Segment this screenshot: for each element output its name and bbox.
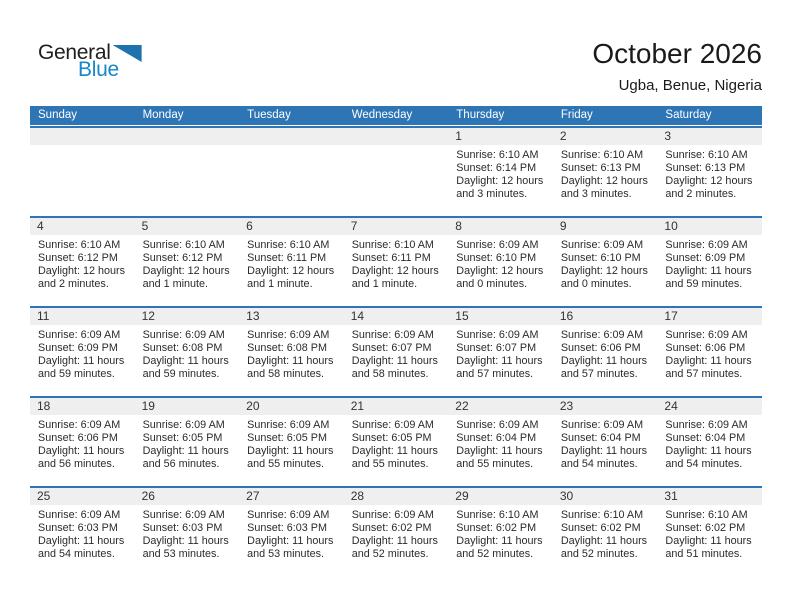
day-details: [30, 235, 135, 291]
day-detail-line: and 55 minutes.: [247, 458, 324, 470]
day-detail-line: Sunrise: 6:10 AM: [38, 239, 121, 251]
day-detail-line: Sunset: 6:03 PM: [38, 522, 118, 534]
day-details: [239, 235, 344, 291]
day-number: [30, 128, 135, 145]
day-detail-line: and 0 minutes.: [456, 278, 528, 290]
day-number: [239, 128, 344, 145]
weekday-header-friday: Friday: [560, 109, 593, 121]
day-detail-line: and 57 minutes.: [560, 368, 638, 380]
day-detail-line: Daylight: 11 hours: [38, 355, 125, 367]
day-details: [448, 415, 553, 471]
day-detail-line: Sunset: 6:04 PM: [456, 432, 537, 444]
day-detail-line: Daylight: 12 hours: [560, 175, 648, 187]
day-detail-line: Sunset: 6:11 PM: [351, 252, 431, 264]
day-details: [344, 415, 449, 471]
day-detail-line: Sunrise: 6:10 AM: [560, 149, 644, 161]
day-detail-line: Sunrise: 6:09 AM: [665, 419, 748, 431]
day-detail-line: Sunrise: 6:09 AM: [560, 239, 644, 251]
day-detail-line: and 55 minutes.: [456, 458, 534, 470]
day-cell: [239, 398, 344, 486]
day-cell: [553, 308, 658, 396]
day-detail-line: and 1 minute.: [247, 278, 313, 290]
day-details: [30, 325, 135, 381]
general-blue-logo: [38, 41, 158, 82]
day-detail-line: and 54 minutes.: [560, 458, 638, 470]
day-cell: [553, 128, 658, 216]
day-detail-line: Sunrise: 6:10 AM: [560, 509, 644, 521]
day-detail-line: Sunset: 6:04 PM: [560, 432, 641, 444]
day-number: 31: [657, 488, 762, 505]
day-cell: [553, 218, 658, 306]
day-cell: [135, 308, 240, 396]
day-detail-line: and 56 minutes.: [38, 458, 115, 470]
day-cell: [657, 398, 762, 486]
day-detail-line: Sunrise: 6:09 AM: [351, 419, 434, 431]
day-detail-line: Daylight: 12 hours: [142, 265, 230, 277]
day-details: [657, 235, 762, 291]
day-detail-line: and 55 minutes.: [351, 458, 429, 470]
day-number: 30: [553, 488, 658, 505]
day-number: 27: [239, 488, 344, 505]
day-detail-line: and 52 minutes.: [560, 548, 638, 560]
day-detail-line: and 58 minutes.: [351, 368, 429, 380]
day-detail-line: Sunset: 6:10 PM: [560, 252, 641, 264]
day-number: 21: [344, 398, 449, 415]
day-detail-line: and 56 minutes.: [142, 458, 220, 470]
day-detail-line: and 2 minutes.: [38, 278, 109, 290]
day-number: 17: [657, 308, 762, 325]
day-detail-line: Daylight: 11 hours: [665, 355, 752, 367]
day-detail-line: Sunset: 6:09 PM: [38, 342, 118, 354]
day-detail-line: and 2 minutes.: [665, 188, 737, 200]
day-detail-line: Daylight: 12 hours: [456, 175, 544, 187]
day-detail-line: Daylight: 11 hours: [142, 445, 229, 457]
day-number: 12: [135, 308, 240, 325]
day-detail-line: Daylight: 11 hours: [665, 535, 752, 547]
day-details: [448, 145, 553, 201]
day-details: [553, 505, 658, 561]
day-details: [448, 325, 553, 381]
day-cell: [448, 488, 553, 576]
day-detail-line: Sunset: 6:02 PM: [456, 522, 537, 534]
day-details: [135, 325, 240, 381]
day-detail-line: Sunrise: 6:10 AM: [665, 509, 748, 521]
day-detail-line: and 51 minutes.: [665, 548, 743, 560]
day-detail-line: Sunset: 6:08 PM: [247, 342, 327, 354]
empty-day-cell: [30, 128, 135, 216]
day-detail-line: Sunset: 6:06 PM: [38, 432, 118, 444]
day-detail-line: Sunset: 6:06 PM: [665, 342, 746, 354]
day-detail-line: Sunrise: 6:09 AM: [38, 509, 121, 521]
day-detail-line: Daylight: 12 hours: [665, 175, 753, 187]
day-number: [344, 128, 449, 145]
day-detail-line: Sunrise: 6:09 AM: [456, 419, 539, 431]
day-number: 24: [657, 398, 762, 415]
day-detail-line: Daylight: 11 hours: [247, 535, 334, 547]
calendar-grid: [30, 126, 762, 576]
day-number: 10: [657, 218, 762, 235]
day-detail-line: Sunset: 6:07 PM: [456, 342, 537, 354]
day-detail-line: Daylight: 11 hours: [665, 445, 752, 457]
day-number: 18: [30, 398, 135, 415]
day-detail-line: Sunrise: 6:09 AM: [142, 329, 225, 341]
week-row: [30, 306, 762, 396]
empty-day-cell: [239, 128, 344, 216]
day-cell: [239, 308, 344, 396]
day-details: [657, 145, 762, 201]
weekday-header-wednesday: Wednesday: [351, 109, 413, 121]
day-details: [344, 235, 449, 291]
day-cell: [344, 398, 449, 486]
weekday-header-sunday: Sunday: [38, 109, 78, 121]
day-details: [30, 505, 135, 561]
day-number: 20: [239, 398, 344, 415]
day-number: 7: [344, 218, 449, 235]
day-details: [135, 505, 240, 561]
day-detail-line: and 52 minutes.: [351, 548, 429, 560]
day-number: 4: [30, 218, 135, 235]
day-number: 9: [553, 218, 658, 235]
day-cell: [657, 218, 762, 306]
day-detail-line: Daylight: 11 hours: [560, 355, 648, 367]
logo-text-general: General: [38, 41, 111, 64]
day-detail-line: Sunrise: 6:09 AM: [351, 509, 434, 521]
day-detail-line: Sunset: 6:12 PM: [142, 252, 223, 264]
weekday-header-saturday: Saturday: [665, 109, 712, 121]
day-details: [553, 325, 658, 381]
day-detail-line: and 3 minutes.: [560, 188, 632, 200]
day-detail-line: Sunrise: 6:10 AM: [247, 239, 330, 251]
day-number: 25: [30, 488, 135, 505]
weekday-header-row: [30, 106, 762, 125]
title-block: [592, 38, 762, 94]
day-cell: [30, 218, 135, 306]
weekday-header-monday: Monday: [142, 109, 184, 121]
day-number: 13: [239, 308, 344, 325]
day-cell: [448, 218, 553, 306]
day-detail-line: and 0 minutes.: [560, 278, 632, 290]
day-detail-line: Sunrise: 6:10 AM: [665, 149, 748, 161]
day-detail-line: and 59 minutes.: [665, 278, 743, 290]
day-detail-line: Daylight: 11 hours: [456, 535, 543, 547]
day-detail-line: Daylight: 12 hours: [38, 265, 126, 277]
day-detail-line: and 1 minute.: [142, 278, 208, 290]
day-detail-line: and 53 minutes.: [247, 548, 324, 560]
day-detail-line: and 54 minutes.: [665, 458, 743, 470]
day-detail-line: Daylight: 11 hours: [456, 355, 543, 367]
day-detail-line: Daylight: 11 hours: [560, 445, 648, 457]
day-detail-line: Sunset: 6:03 PM: [247, 522, 327, 534]
day-detail-line: Sunset: 6:02 PM: [665, 522, 746, 534]
day-detail-line: Sunset: 6:11 PM: [247, 252, 327, 264]
day-detail-line: Sunrise: 6:09 AM: [351, 329, 434, 341]
week-row: [30, 396, 762, 486]
empty-day-cell: [135, 128, 240, 216]
day-detail-line: and 57 minutes.: [665, 368, 743, 380]
day-detail-line: Sunrise: 6:10 AM: [351, 239, 434, 251]
day-cell: [553, 488, 658, 576]
day-number: 19: [135, 398, 240, 415]
day-detail-line: Daylight: 11 hours: [247, 445, 334, 457]
day-detail-line: Sunset: 6:13 PM: [665, 162, 746, 174]
day-cell: [135, 218, 240, 306]
day-number: [135, 128, 240, 145]
day-detail-line: Sunset: 6:10 PM: [456, 252, 537, 264]
day-detail-line: Daylight: 11 hours: [351, 355, 438, 367]
day-detail-line: and 3 minutes.: [456, 188, 528, 200]
day-detail-line: and 57 minutes.: [456, 368, 534, 380]
day-detail-line: Daylight: 11 hours: [560, 535, 648, 547]
day-details: [30, 415, 135, 471]
day-detail-line: and 52 minutes.: [456, 548, 534, 560]
day-cell: [448, 308, 553, 396]
day-detail-line: Daylight: 11 hours: [456, 445, 543, 457]
day-cell: [657, 128, 762, 216]
day-detail-line: Sunset: 6:02 PM: [560, 522, 641, 534]
day-detail-line: Sunrise: 6:09 AM: [560, 419, 644, 431]
day-detail-line: Sunset: 6:02 PM: [351, 522, 432, 534]
week-row: [30, 126, 762, 216]
day-detail-line: Sunset: 6:05 PM: [247, 432, 327, 444]
day-cell: [657, 488, 762, 576]
day-detail-line: Sunrise: 6:09 AM: [142, 509, 225, 521]
day-detail-line: Sunset: 6:13 PM: [560, 162, 641, 174]
day-details: [553, 235, 658, 291]
day-details: [448, 235, 553, 291]
day-detail-line: and 53 minutes.: [142, 548, 220, 560]
day-detail-line: and 1 minute.: [351, 278, 418, 290]
day-number: 6: [239, 218, 344, 235]
day-detail-line: Sunrise: 6:09 AM: [247, 419, 330, 431]
day-number: 8: [448, 218, 553, 235]
day-detail-line: Daylight: 11 hours: [351, 445, 438, 457]
day-number: 2: [553, 128, 658, 145]
day-details: [657, 415, 762, 471]
day-cell: [657, 308, 762, 396]
day-detail-line: Daylight: 11 hours: [38, 445, 125, 457]
day-detail-line: Sunrise: 6:09 AM: [38, 329, 121, 341]
day-detail-line: Sunrise: 6:10 AM: [142, 239, 225, 251]
day-detail-line: Daylight: 12 hours: [456, 265, 544, 277]
day-cell: [135, 488, 240, 576]
day-detail-line: Sunrise: 6:10 AM: [456, 149, 539, 161]
calendar-table: [30, 106, 762, 576]
day-cell: [135, 398, 240, 486]
day-detail-line: and 59 minutes.: [38, 368, 115, 380]
day-detail-line: Sunset: 6:14 PM: [456, 162, 537, 174]
day-cell: [30, 398, 135, 486]
day-cell: [448, 398, 553, 486]
day-number: 14: [344, 308, 449, 325]
day-detail-line: Sunrise: 6:09 AM: [142, 419, 225, 431]
day-detail-line: Sunset: 6:08 PM: [142, 342, 223, 354]
day-details: [553, 145, 658, 201]
day-cell: [239, 218, 344, 306]
day-detail-line: and 59 minutes.: [142, 368, 220, 380]
day-details: [239, 325, 344, 381]
day-detail-line: Sunset: 6:06 PM: [560, 342, 641, 354]
day-details: [657, 325, 762, 381]
day-cell: [239, 488, 344, 576]
day-cell: [344, 308, 449, 396]
day-details: [239, 415, 344, 471]
weekday-header-tuesday: Tuesday: [247, 109, 291, 121]
day-detail-line: Sunset: 6:07 PM: [351, 342, 432, 354]
day-number: 15: [448, 308, 553, 325]
day-detail-line: Sunset: 6:04 PM: [665, 432, 746, 444]
day-number: 16: [553, 308, 658, 325]
day-detail-line: Sunset: 6:03 PM: [142, 522, 223, 534]
day-details: [553, 415, 658, 471]
day-cell: [448, 128, 553, 216]
week-row: [30, 486, 762, 576]
day-number: 29: [448, 488, 553, 505]
day-number: 26: [135, 488, 240, 505]
day-detail-line: Sunrise: 6:09 AM: [456, 239, 539, 251]
day-number: 11: [30, 308, 135, 325]
day-details: [448, 505, 553, 561]
day-number: 1: [448, 128, 553, 145]
day-details: [135, 415, 240, 471]
day-detail-line: Daylight: 11 hours: [247, 355, 334, 367]
day-cell: [344, 488, 449, 576]
day-details: [239, 505, 344, 561]
day-details: [344, 505, 449, 561]
day-details: [135, 235, 240, 291]
day-detail-line: Sunrise: 6:09 AM: [665, 329, 748, 341]
day-details: [344, 325, 449, 381]
day-detail-line: Sunset: 6:12 PM: [38, 252, 118, 264]
day-number: 23: [553, 398, 658, 415]
weekday-header-thursday: Thursday: [456, 109, 505, 121]
day-detail-line: Sunrise: 6:09 AM: [247, 509, 330, 521]
week-row: [30, 216, 762, 306]
day-detail-line: Daylight: 11 hours: [142, 355, 229, 367]
day-cell: [553, 398, 658, 486]
month-title: October 2026: [592, 38, 762, 69]
day-detail-line: Sunset: 6:09 PM: [665, 252, 746, 264]
day-detail-line: Sunrise: 6:09 AM: [665, 239, 748, 251]
day-detail-line: Sunrise: 6:10 AM: [456, 509, 539, 521]
day-number: 5: [135, 218, 240, 235]
day-detail-line: Sunrise: 6:09 AM: [560, 329, 644, 341]
day-detail-line: Sunset: 6:05 PM: [351, 432, 432, 444]
day-number: 3: [657, 128, 762, 145]
day-cell: [344, 218, 449, 306]
day-detail-line: Sunrise: 6:09 AM: [38, 419, 121, 431]
day-detail-line: and 58 minutes.: [247, 368, 324, 380]
day-detail-line: Daylight: 11 hours: [665, 265, 752, 277]
day-number: 28: [344, 488, 449, 505]
day-detail-line: Daylight: 11 hours: [38, 535, 125, 547]
day-detail-line: Daylight: 11 hours: [351, 535, 438, 547]
day-detail-line: Sunset: 6:05 PM: [142, 432, 223, 444]
day-detail-line: Daylight: 12 hours: [247, 265, 335, 277]
day-details: [657, 505, 762, 561]
location-subtitle: Ugba, Benue, Nigeria: [618, 77, 762, 94]
day-number: 22: [448, 398, 553, 415]
day-detail-line: Daylight: 11 hours: [142, 535, 229, 547]
day-cell: [30, 308, 135, 396]
day-cell: [30, 488, 135, 576]
day-detail-line: Sunrise: 6:09 AM: [456, 329, 539, 341]
day-detail-line: Daylight: 12 hours: [351, 265, 439, 277]
logo-text-blue: Blue: [78, 58, 119, 81]
day-detail-line: Sunrise: 6:09 AM: [247, 329, 330, 341]
day-detail-line: and 54 minutes.: [38, 548, 115, 560]
empty-day-cell: [344, 128, 449, 216]
day-detail-line: Daylight: 12 hours: [560, 265, 648, 277]
